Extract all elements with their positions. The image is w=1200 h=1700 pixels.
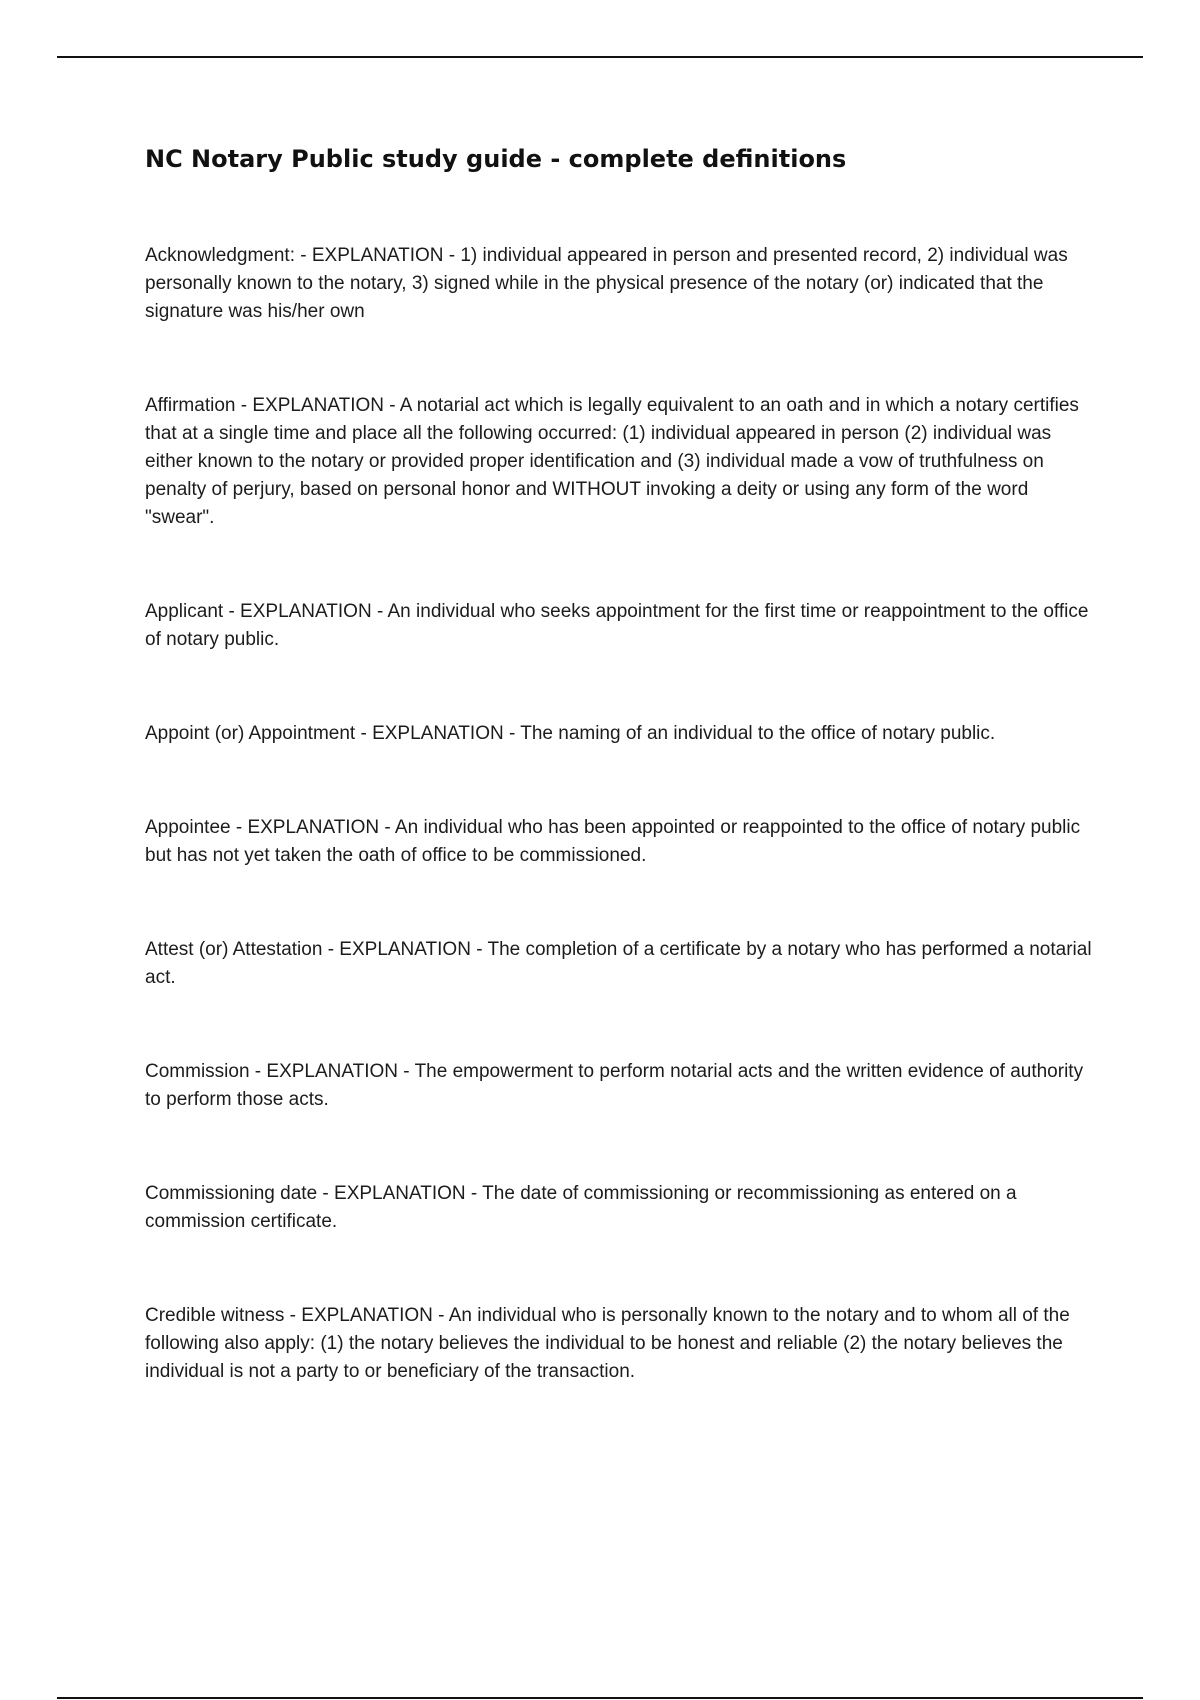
definition-attestation: Attest (or) Attestation - EXPLANATION - The completion of a certificate by a notary who has performed a notarial act. (145, 939, 1092, 988)
page-title: NC Notary Public study guide - complete definitions (145, 145, 847, 173)
definition-commissioning-date: Commissioning date - EXPLANATION - The date of commissioning or recommissioning as entered on a commission certificate. (145, 1183, 1017, 1232)
definition-appointee: Appointee - EXPLANATION - An individual who has been appointed or reappointed to the office of notary public but has not yet taken the oath of office to be commissioned. (145, 817, 1081, 866)
definition-affirmation: Affirmation - EXPLANATION - A notarial act which is legally equivalent to an oath and in which a notary certifies that at a single time and place all the following occurred: (1) individual appeared in person (2) individual was either known to the notary or provided proper identification and (3) individual made a vow of truthfulness on penalty of perjury, based on personal honor and WITHOUT invoking a deity or using any form of the word "swear". (145, 395, 1079, 528)
top-divider (57, 56, 1143, 58)
definition-acknowledgment: Acknowledgment: - EXPLANATION - 1) individual appeared in person and presented record, 2) individual was personally known to the notary, 3) signed while in the physical presence of the notary (or) indicated that the signature was his/her own (145, 245, 1068, 322)
bottom-divider (57, 1697, 1143, 1699)
definition-commission: Commission - EXPLANATION - The empowerment to perform notarial acts and the written evidence of authority to perform those acts. (145, 1061, 1084, 1110)
definition-credible-witness: Credible witness - EXPLANATION - An individual who is personally known to the notary and to whom all of the following also apply: (1) the notary believes the individual to be honest and reliable (2) the notary believes the individual is not a party to or beneficiary of the transaction. (145, 1305, 1070, 1382)
definition-appointment: Appoint (or) Appointment - EXPLANATION - The naming of an individual to the office of notary public. (145, 723, 996, 744)
definition-list (145, 242, 1095, 1386)
document-body (145, 142, 1095, 1452)
definition-applicant: Applicant - EXPLANATION - An individual who seeks appointment for the first time or reappointment to the office of notary public. (145, 601, 1089, 650)
